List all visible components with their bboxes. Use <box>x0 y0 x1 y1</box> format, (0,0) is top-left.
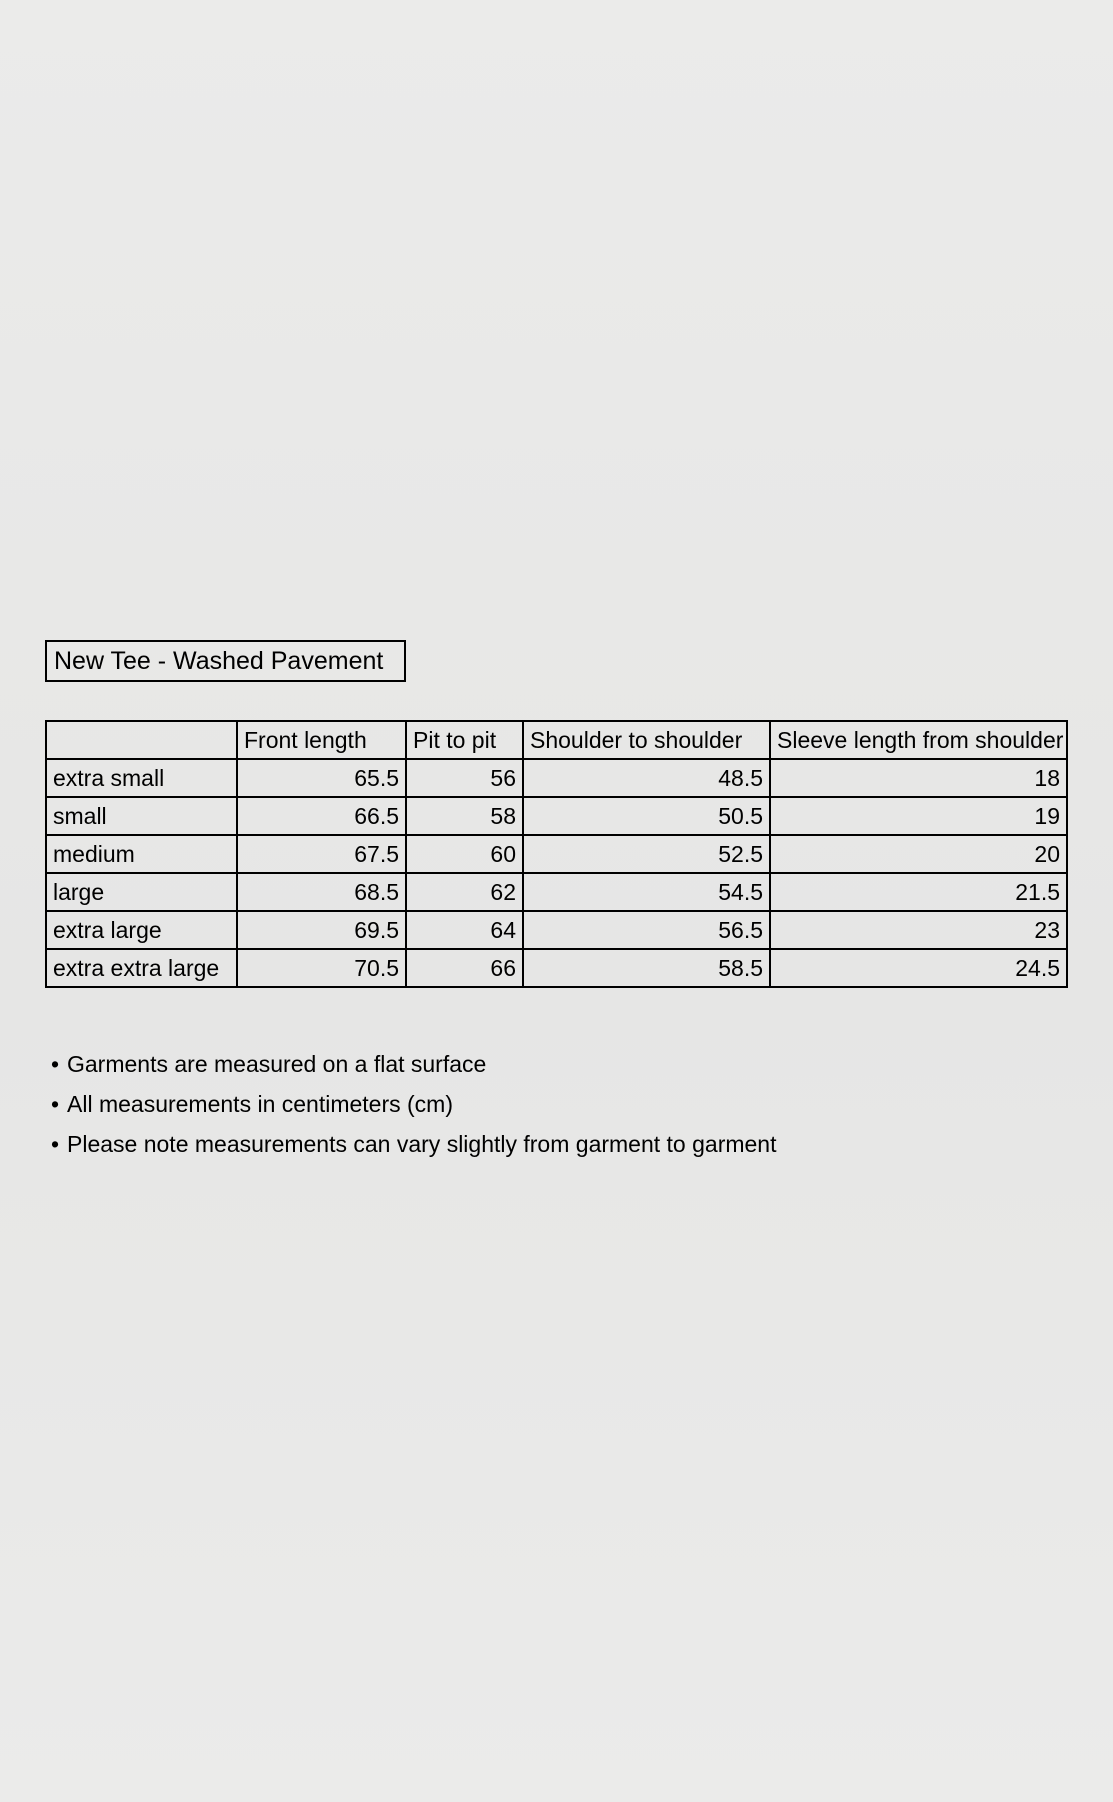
front-length-value: 70.5 <box>237 949 406 987</box>
front-length-value: 66.5 <box>237 797 406 835</box>
table-row <box>46 835 1067 873</box>
list-item <box>51 1124 777 1164</box>
measurement-notes <box>51 1044 777 1164</box>
table-row <box>46 759 1067 797</box>
pit-to-pit-value: 56 <box>406 759 523 797</box>
header-front-length: Front length <box>237 721 406 759</box>
list-item <box>51 1084 777 1124</box>
header-sleeve-length: Sleeve length from shoulder <box>770 721 1067 759</box>
size-label: extra extra large <box>46 949 237 987</box>
shoulder-value: 52.5 <box>523 835 770 873</box>
note-text: Please note measurements can vary slightly from garment to garment <box>67 1131 777 1157</box>
sleeve-value: 23 <box>770 911 1067 949</box>
size-label: large <box>46 873 237 911</box>
front-length-value: 65.5 <box>237 759 406 797</box>
size-label: extra small <box>46 759 237 797</box>
list-item <box>51 1044 777 1084</box>
pit-to-pit-value: 62 <box>406 873 523 911</box>
note-text: Garments are measured on a flat surface <box>67 1051 487 1077</box>
header-corner-cell <box>46 721 237 759</box>
front-length-value: 67.5 <box>237 835 406 873</box>
header-shoulder-to-shoulder: Shoulder to shoulder <box>523 721 770 759</box>
sleeve-value: 21.5 <box>770 873 1067 911</box>
bullet-glyph: • <box>51 1131 60 1157</box>
chart-title: New Tee - Washed Pavement <box>45 640 406 682</box>
table-row <box>46 873 1067 911</box>
shoulder-value: 48.5 <box>523 759 770 797</box>
table-row <box>46 911 1067 949</box>
pit-to-pit-value: 66 <box>406 949 523 987</box>
pit-to-pit-value: 64 <box>406 911 523 949</box>
sleeve-value: 20 <box>770 835 1067 873</box>
bullet-glyph: • <box>51 1051 60 1077</box>
front-length-value: 68.5 <box>237 873 406 911</box>
bullet-glyph: • <box>51 1091 60 1117</box>
shoulder-value: 58.5 <box>523 949 770 987</box>
header-pit-to-pit: Pit to pit <box>406 721 523 759</box>
shoulder-value: 54.5 <box>523 873 770 911</box>
size-label: small <box>46 797 237 835</box>
sleeve-value: 24.5 <box>770 949 1067 987</box>
table-row <box>46 797 1067 835</box>
size-chart-table <box>45 720 1068 988</box>
shoulder-value: 56.5 <box>523 911 770 949</box>
table-row <box>46 949 1067 987</box>
pit-to-pit-value: 60 <box>406 835 523 873</box>
sleeve-value: 18 <box>770 759 1067 797</box>
note-text: All measurements in centimeters (cm) <box>67 1091 453 1117</box>
pit-to-pit-value: 58 <box>406 797 523 835</box>
size-label: medium <box>46 835 237 873</box>
front-length-value: 69.5 <box>237 911 406 949</box>
shoulder-value: 50.5 <box>523 797 770 835</box>
table-header-row <box>46 721 1067 759</box>
sleeve-value: 19 <box>770 797 1067 835</box>
size-label: extra large <box>46 911 237 949</box>
